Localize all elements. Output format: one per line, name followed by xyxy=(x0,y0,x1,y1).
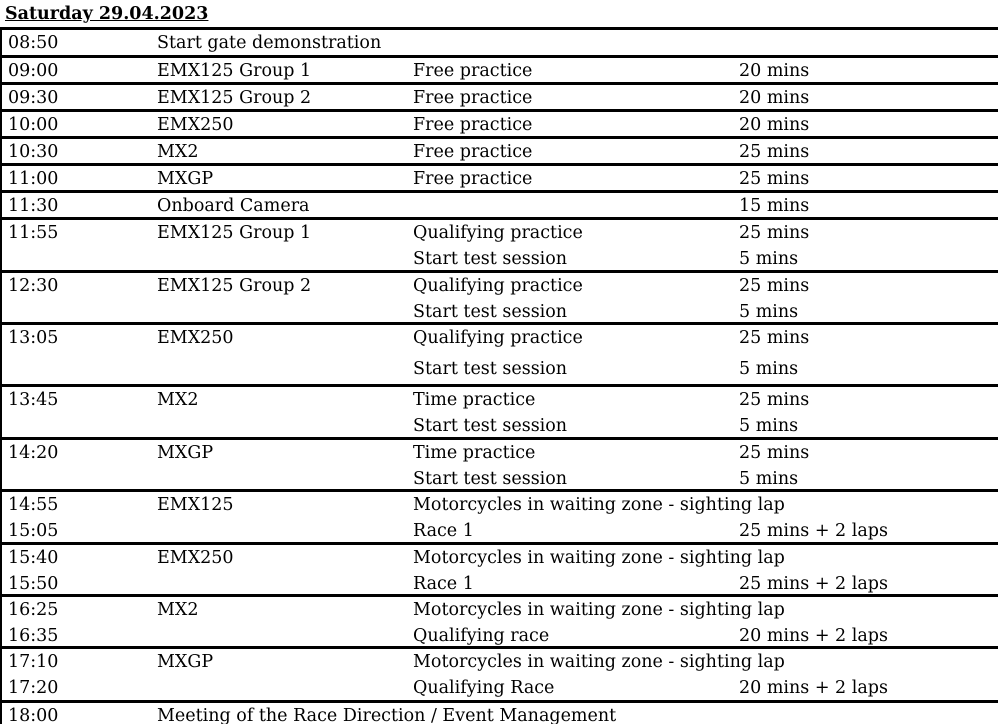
schedule-row xyxy=(2,193,998,219)
activity-cell: Qualifying practice xyxy=(413,328,583,348)
schedule-block xyxy=(0,437,998,489)
activity-cell: Qualifying practice xyxy=(413,276,583,296)
class-name-cell: MX2 xyxy=(157,600,199,620)
schedule-row xyxy=(2,649,998,675)
schedule-row xyxy=(2,518,998,544)
schedule-row xyxy=(2,139,998,165)
duration-cell: 25 mins xyxy=(739,276,810,296)
activity-cell: Free practice xyxy=(413,61,533,81)
schedule-block xyxy=(0,700,998,724)
activity-cell: Motorcycles in waiting zone - sighting lap xyxy=(413,652,785,672)
duration-cell: 20 mins xyxy=(739,61,810,81)
schedule-row xyxy=(2,356,998,382)
schedule-row xyxy=(2,30,998,56)
duration-cell: 25 mins xyxy=(739,328,810,348)
activity-cell: Time practice xyxy=(413,390,536,410)
duration-cell: 15 mins xyxy=(739,196,810,216)
activity-cell: Start test session xyxy=(413,302,568,322)
duration-cell: 25 mins xyxy=(739,223,810,243)
class-name-cell: EMX250 xyxy=(157,548,234,568)
schedule-block xyxy=(0,489,998,542)
activity-cell: Qualifying practice xyxy=(413,223,583,243)
schedule-block xyxy=(0,646,998,700)
time-cell: 08:50 xyxy=(8,33,59,53)
class-name-cell: EMX250 xyxy=(157,115,234,135)
schedule-block xyxy=(0,55,998,82)
activity-cell: Start test session xyxy=(413,469,568,489)
schedule-block xyxy=(0,217,998,270)
duration-cell: 5 mins xyxy=(739,416,799,436)
duration-cell: 25 mins xyxy=(739,142,810,162)
class-name-cell: Start gate demonstration xyxy=(157,33,382,53)
schedule-block xyxy=(0,322,998,384)
schedule-block xyxy=(0,109,998,136)
activity-cell: Race 1 xyxy=(413,574,474,594)
class-name-cell: EMX125 Group 2 xyxy=(157,276,312,296)
schedule-block xyxy=(0,594,998,646)
class-name-cell: EMX125 Group 1 xyxy=(157,223,312,243)
time-cell: 09:30 xyxy=(8,88,59,108)
duration-cell: 20 mins xyxy=(739,88,810,108)
activity-cell: Motorcycles in waiting zone - sighting lap xyxy=(413,600,785,620)
time-cell: 11:30 xyxy=(8,196,59,216)
time-cell: 18:00 xyxy=(8,706,59,724)
schedule-row xyxy=(2,58,998,84)
duration-cell: 5 mins xyxy=(739,249,799,269)
activity-cell: Start test session xyxy=(413,359,568,379)
schedule-row xyxy=(2,220,998,246)
activity-cell: Time practice xyxy=(413,443,536,463)
time-cell: 16:25 xyxy=(8,600,59,620)
schedule-block xyxy=(0,136,998,163)
activity-cell: Free practice xyxy=(413,115,533,135)
schedule-block xyxy=(0,27,998,55)
time-cell: 11:00 xyxy=(8,169,59,189)
duration-cell: 25 mins + 2 laps xyxy=(739,521,888,541)
duration-cell: 5 mins xyxy=(739,302,799,322)
duration-cell: 25 mins xyxy=(739,390,810,410)
schedule-block xyxy=(0,163,998,190)
class-name-cell: MX2 xyxy=(157,142,199,162)
time-cell: 10:00 xyxy=(8,115,59,135)
activity-cell: Start test session xyxy=(413,416,568,436)
schedule-row xyxy=(2,492,998,518)
activity-cell: Start test session xyxy=(413,249,568,269)
schedule-row xyxy=(2,85,998,111)
schedule-row xyxy=(2,325,998,351)
schedule-row xyxy=(2,413,998,439)
schedule-row xyxy=(2,387,998,413)
time-cell: 12:30 xyxy=(8,276,59,296)
duration-cell: 25 mins xyxy=(739,169,810,189)
schedule-row xyxy=(2,112,998,138)
schedule-block xyxy=(0,82,998,109)
class-name-cell: EMX125 Group 2 xyxy=(157,88,312,108)
duration-cell: 5 mins xyxy=(739,469,799,489)
time-cell: 17:10 xyxy=(8,652,59,672)
activity-cell: Free practice xyxy=(413,88,533,108)
schedule-row xyxy=(2,703,998,724)
duration-cell: 20 mins xyxy=(739,115,810,135)
schedule-row xyxy=(2,166,998,192)
time-cell: 13:05 xyxy=(8,328,59,348)
duration-cell: 25 mins xyxy=(739,443,810,463)
schedule-row xyxy=(2,545,998,571)
class-name-cell: MXGP xyxy=(157,652,214,672)
time-cell: 15:50 xyxy=(8,574,59,594)
class-name-cell: EMX125 Group 1 xyxy=(157,61,312,81)
class-name-cell: EMX125 xyxy=(157,495,234,515)
duration-cell: 20 mins + 2 laps xyxy=(739,678,888,698)
activity-cell: Race 1 xyxy=(413,521,474,541)
activity-cell: Free practice xyxy=(413,169,533,189)
schedule-row xyxy=(2,597,998,623)
class-name-cell: EMX250 xyxy=(157,328,234,348)
schedule-row xyxy=(2,273,998,299)
activity-cell: Qualifying race xyxy=(413,626,550,646)
schedule-block xyxy=(0,190,998,217)
time-cell: 17:20 xyxy=(8,678,59,698)
duration-cell: 5 mins xyxy=(739,359,799,379)
time-cell: 16:35 xyxy=(8,626,59,646)
schedule-block xyxy=(0,542,998,594)
class-name-cell: Onboard Camera xyxy=(157,196,310,216)
time-cell: 13:45 xyxy=(8,390,59,410)
activity-cell: Qualifying Race xyxy=(413,678,555,698)
activity-cell: Motorcycles in waiting zone - sighting lap xyxy=(413,495,785,515)
schedule-block xyxy=(0,270,998,322)
class-name-cell: MXGP xyxy=(157,169,214,189)
schedule-row xyxy=(2,675,998,701)
schedule-row xyxy=(2,440,998,466)
activity-cell: Motorcycles in waiting zone - sighting lap xyxy=(413,548,785,568)
time-cell: 09:00 xyxy=(8,61,59,81)
duration-cell: 20 mins + 2 laps xyxy=(739,626,888,646)
duration-cell: 25 mins + 2 laps xyxy=(739,574,888,594)
class-name-cell: MXGP xyxy=(157,443,214,463)
schedule-block xyxy=(0,384,998,437)
time-cell: 11:55 xyxy=(8,223,59,243)
time-cell: 10:30 xyxy=(8,142,59,162)
schedule-title: Saturday 29.04.2023 xyxy=(5,4,209,24)
class-name-cell: Meeting of the Race Direction / Event Management xyxy=(157,706,617,724)
time-cell: 14:55 xyxy=(8,495,59,515)
time-cell: 14:20 xyxy=(8,443,59,463)
class-name-cell: MX2 xyxy=(157,390,199,410)
schedule-row xyxy=(2,246,998,272)
time-cell: 15:05 xyxy=(8,521,59,541)
time-cell: 15:40 xyxy=(8,548,59,568)
activity-cell: Free practice xyxy=(413,142,533,162)
